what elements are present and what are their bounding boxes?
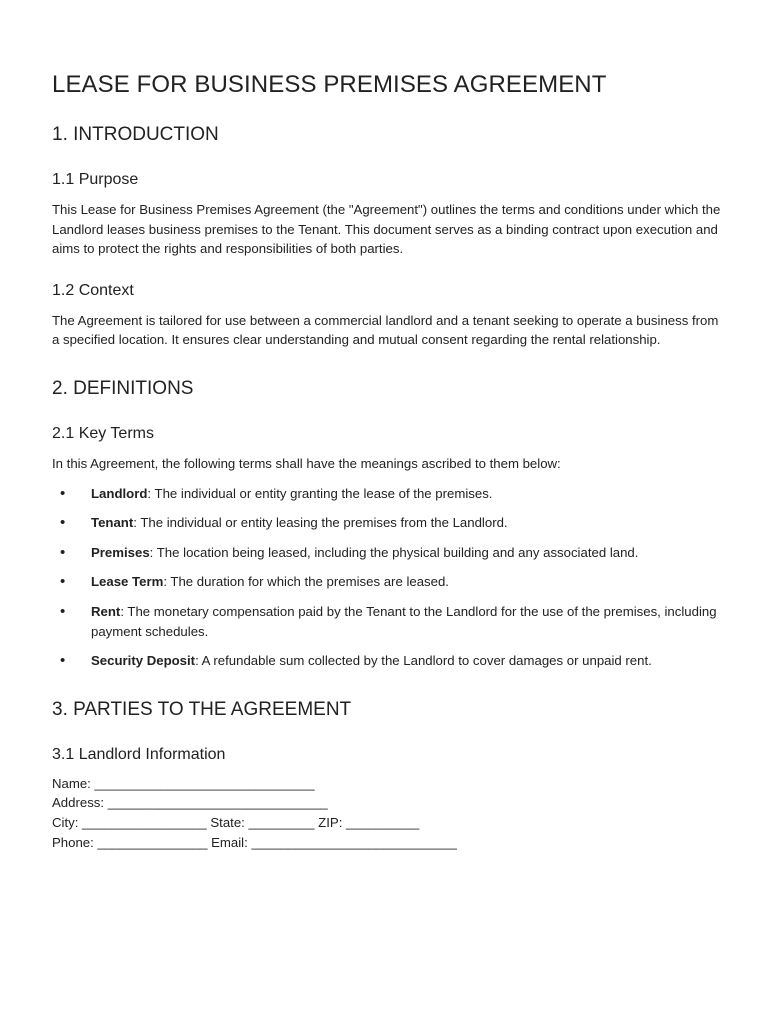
term-name: Rent: [91, 603, 121, 619]
term-definition: : The monetary compensation paid by the Tenant to the Landlord for the use of the premises, including payment schedules.: [91, 603, 717, 639]
bullet-icon: •: [60, 543, 66, 561]
bullet-icon: •: [60, 484, 66, 502]
term-name: Premises: [91, 544, 150, 560]
key-terms-intro: In this Agreement, the following terms shall have the meanings ascribed to them below:: [52, 455, 561, 471]
term-definition: : The individual or entity leasing the premises from the Landlord.: [133, 515, 508, 531]
term-definition: : The individual or entity granting the lease of the premises.: [147, 485, 493, 501]
landlord-city-state-zip-field[interactable]: City: _________________ State: _________ ZIP: __________: [52, 814, 420, 830]
key-terms-list: [52, 484, 722, 671]
section-heading-parties: 3. PARTIES TO THE AGREEMENT: [52, 698, 352, 720]
subsection-heading-landlord-information: 3.1 Landlord Information: [52, 745, 226, 763]
term-name: Landlord: [91, 485, 148, 501]
bullet-icon: •: [60, 514, 66, 532]
term-definition: : The location being leased, including the physical building and any associated land.: [149, 544, 639, 560]
term-name: Security Deposit: [91, 653, 196, 669]
landlord-name-field[interactable]: Name: ______________________________: [52, 775, 315, 791]
landlord-phone-email-field[interactable]: Phone: _______________ Email: ____________________________: [52, 834, 457, 850]
list-item: [52, 572, 722, 592]
section-heading-introduction: 1. INTRODUCTION: [52, 124, 219, 145]
list-item: [52, 484, 722, 504]
list-item: [52, 543, 722, 563]
purpose-paragraph: This Lease for Business Premises Agreement (the "Agreement") outlines the terms and conditions under which the Landlord leases business premises to the Tenant. This document serves as a binding contract upon execution and aims to protect the rights and responsibilities of both parties.: [52, 202, 721, 257]
list-item: [52, 513, 722, 533]
landlord-address-field[interactable]: Address: ______________________________: [52, 795, 328, 811]
list-item: [52, 651, 722, 671]
document-page: [52, 68, 722, 852]
term-name: Tenant: [91, 515, 134, 531]
context-paragraph: The Agreement is tailored for use between a commercial landlord and a tenant seeking to operate a business from a specified location. It ensures clear understanding and mutual consent regarding the rental relationship.: [52, 312, 719, 348]
document-title: LEASE FOR BUSINESS PREMISES AGREEMENT: [52, 71, 607, 98]
bullet-icon: •: [60, 573, 66, 591]
list-item: [52, 602, 722, 641]
term-name: Lease Term: [91, 574, 164, 590]
subsection-heading-context: 1.2 Context: [52, 281, 134, 299]
subsection-heading-purpose: 1.1 Purpose: [52, 171, 139, 188]
landlord-information-form: [52, 774, 722, 852]
subsection-heading-key-terms: 2.1 Key Terms: [52, 424, 154, 442]
bullet-icon: •: [60, 652, 66, 670]
bullet-icon: •: [60, 602, 66, 620]
term-definition: : The duration for which the premises are leased.: [163, 574, 449, 590]
section-heading-definitions: 2. DEFINITIONS: [52, 377, 194, 399]
term-definition: : A refundable sum collected by the Landlord to cover damages or unpaid rent.: [195, 653, 652, 669]
